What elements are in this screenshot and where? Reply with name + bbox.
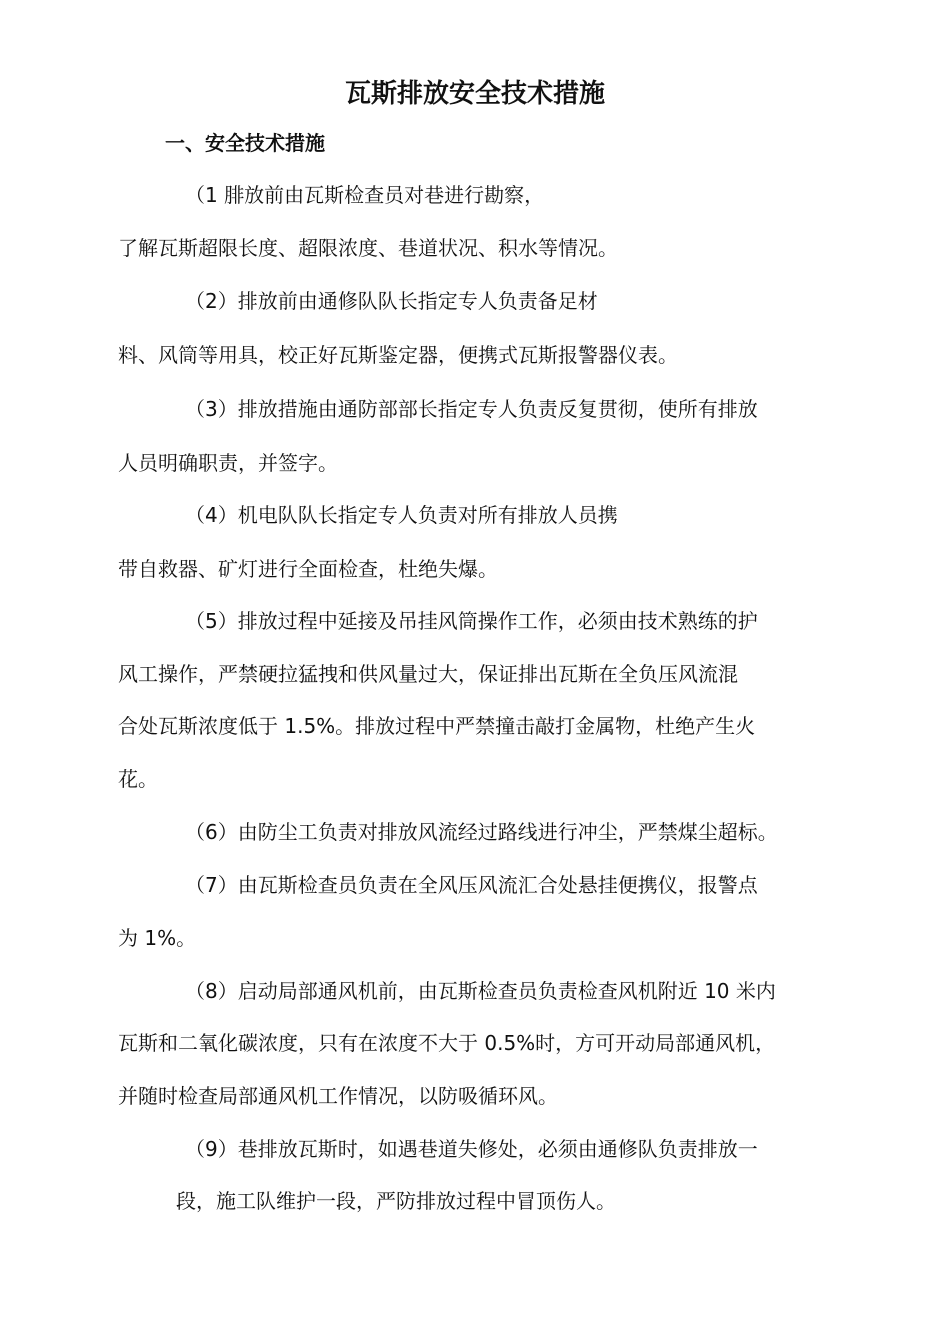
paragraph-2-line-1: （2）排放前由通修队队长指定专人负责备足材 — [185, 289, 598, 313]
paragraph-5-line-3: 合处瓦斯浓度低于 1.5%。排放过程中严禁撞击敲打金属物，杜绝产生火 — [118, 714, 756, 738]
paragraph-7-line-2: 为 1%。 — [118, 926, 197, 950]
paragraph-7-line-1: （7）由瓦斯检查员负责在全风压风流汇合处悬挂便携仪，报警点 — [185, 873, 758, 897]
paragraph-8-line-3: 并随时检查局部通风机工作情况，以防吸循环风。 — [118, 1084, 558, 1108]
paragraph-5-line-2: 风工操作，严禁硬拉猛拽和供风量过大，保证排出瓦斯在全负压风流混 — [118, 662, 738, 686]
paragraph-4-line-2: 带自救器、矿灯进行全面检查，杜绝失爆。 — [118, 557, 498, 581]
paragraph-1-line-2: 了解瓦斯超限长度、超限浓度、巷道状况、积水等情况。 — [118, 236, 618, 260]
paragraph-1-line-1: （1 腓放前由瓦斯检查员对巷进行勘察， — [185, 183, 545, 207]
paragraph-3-line-2: 人员明确职责，并签字。 — [118, 451, 338, 475]
paragraph-8-line-1: （8）启动局部通风机前，由瓦斯检查员负责检查风机附近 10 米内 — [185, 979, 776, 1003]
paragraph-2-line-2: 料、风筒等用具，校正好瓦斯鉴定器，便携式瓦斯报警器仪表。 — [118, 343, 678, 367]
paragraph-9-line-1: （9）巷排放瓦斯时，如遇巷道失修处，必须由通修队负责排放一 — [185, 1137, 758, 1161]
paragraph-3-line-1: （3）排放措施由通防部部长指定专人负责反复贯彻，使所有排放 — [185, 397, 758, 421]
paragraph-6-line-1: （6）由防尘工负责对排放风流经过路线进行冲尘，严禁煤尘超标。 — [185, 820, 778, 844]
paragraph-4-line-1: （4）机电队队长指定专人负责对所有排放人员携 — [185, 503, 618, 527]
document-title: 瓦斯排放安全技术措施 — [344, 79, 605, 109]
paragraph-5-line-1: （5）排放过程中延接及吊挂风筒操作工作，必须由技术熟练的护 — [185, 609, 758, 633]
paragraph-8-line-2: 瓦斯和二氧化碳浓度，只有在浓度不大于 0.5%时，方可开动局部通风机， — [118, 1031, 776, 1055]
paragraph-9-line-2: 段，施工队维护一段，严防排放过程中冒顶伤人。 — [176, 1189, 616, 1213]
paragraph-5-line-4: 花。 — [118, 767, 158, 791]
section-heading: 一、安全技术措施 — [165, 131, 325, 155]
